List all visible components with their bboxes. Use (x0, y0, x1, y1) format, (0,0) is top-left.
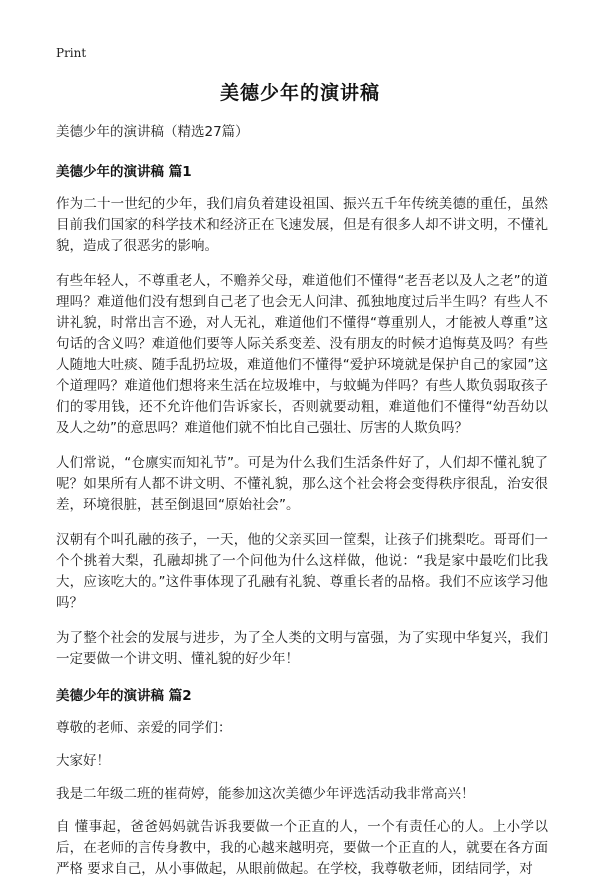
paragraph: 尊敬的老师、亲爱的同学们： (56, 720, 232, 736)
print-link[interactable]: Print (56, 46, 87, 60)
paragraph: 作为二十一世纪的少年，我们肩负着建设祖国、振兴五千年传统美德的重任，虽然目前我们国家的科学技术和经济正在飞速发展，但是有很多人却不讲文明，不懂礼貌，造成了很恶劣的影响。 (56, 196, 548, 254)
paragraph: 大家好！ (56, 753, 110, 769)
paragraph: 为了整个社会的发展与进步，为了全人类的文明与富强，为了实现中华复兴，我们一定要做一个讲文明、懂礼貌的好少年！ (56, 630, 548, 667)
section-heading-1: 美德少年的演讲稿 篇1 (56, 164, 192, 180)
page-title: 美德少年的演讲稿 (219, 82, 380, 104)
paragraph: 人们常说，“仓廪实而知礼节”。可是为什么我们生活条件好了，人们却不懂礼貌了呢？如果所有人都不讲文明、不懂礼貌，那么这个社会将会变得秩序很乱，治安很差，环境很脏，甚至倒退回“原始社会”。 (56, 455, 548, 513)
paragraph: 有些年轻人，不尊重老人，不赡养父母，难道他们不懂得“老吾老以及人之老”的道理吗？难道他们没有想到自己老了也会无人问津、孤独地度过后半生吗？有些人不讲礼貌，时常出言不逊，对人无礼，难道他们不懂得“尊重别人，才能被人尊重”这句话的含义吗？难道他们要等人际关系变差、没有朋友的时候才追悔莫及吗？有些人随地大吐痰、随手乱扔垃圾，难道他们不懂得“爱护环境就是保护自己的家园”这个道理吗？难道他们想将来生活在垃圾堆中，与蚊蝇为伴吗？有些人欺负弱取孩子们的零用钱，还不允许他们告诉家长，否则就要动粗，难道他们不懂得“幼吾幼以及人之幼”的意思吗？难道他们就不怕比自己强壮、厉害的人欺负吗？ (56, 273, 548, 436)
paragraph: 自 懂事起，爸爸妈妈就告诉我要做一个正直的人，一个有责任心的人。上小学以后，在老师的言传身教中，我的心越来越明亮，要做一个正直的人，就要在各方面严格 要求自己，从小事做起，从眼前做起。在学校，我尊敬老师，团结同学，对 (56, 819, 548, 877)
article-subtitle: 美德少年的演讲稿（精选27篇） (56, 124, 249, 140)
paragraph: 我是二年级二班的崔荷婷，能参加这次美德少年评选活动我非常高兴！ (56, 786, 475, 802)
section-heading-2: 美德少年的演讲稿 篇2 (56, 688, 192, 704)
paragraph: 汉朝有个叫孔融的孩子，一天，他的父亲买回一筐梨，让孩子们挑梨吃。哥哥们一个个挑着大梨，孔融却挑了一个问他为什么这样做，他说：“我是家中最吃们比我大，应该吃大的。”这件事体现了孔融有礼貌、尊重长者的品格。我们不应该学习他吗？ (56, 532, 548, 611)
article-body (56, 120, 548, 894)
